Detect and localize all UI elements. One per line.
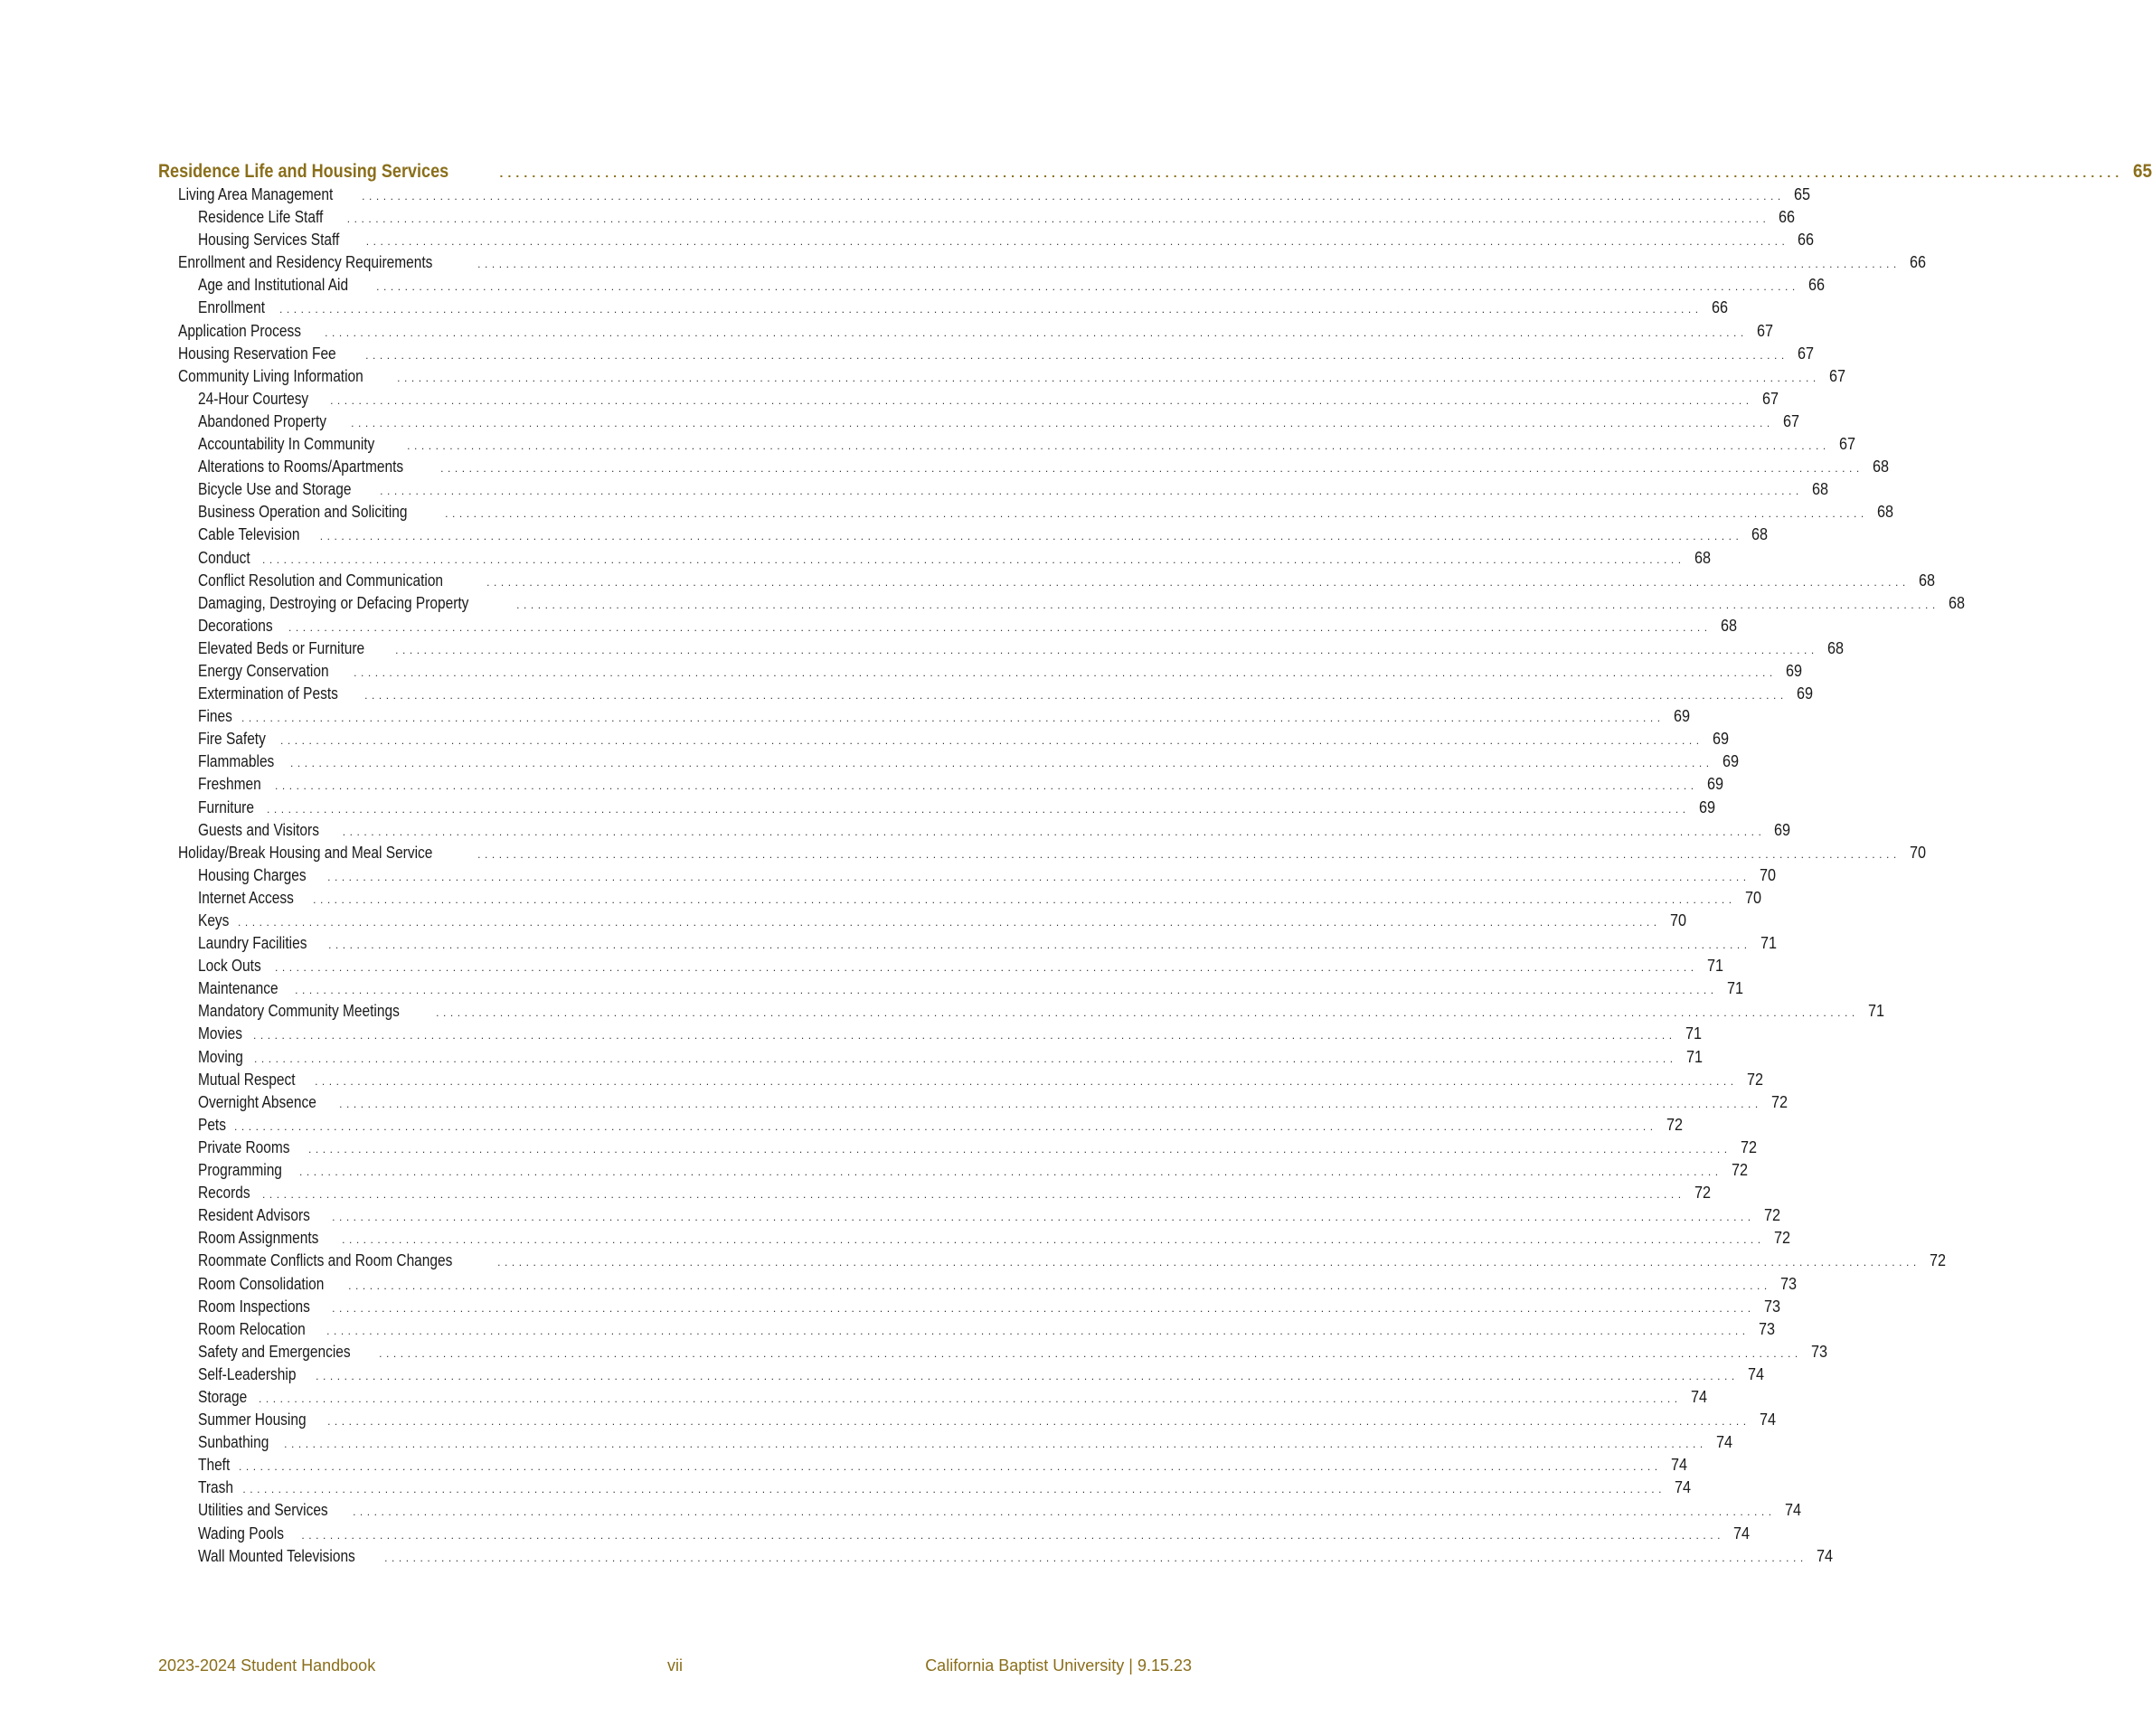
- toc-entry-title: Community Living Information: [178, 366, 363, 385]
- toc-entry-page-number: 68: [1751, 525, 1769, 544]
- toc-entry-title: Living Area Management: [178, 185, 334, 203]
- toc-entry-title: Utilities and Services: [198, 1501, 328, 1520]
- toc-entry-page-number: 73: [1779, 1274, 1797, 1293]
- toc-entry-page-number: 66: [1798, 231, 1815, 250]
- toc-entry-page-number: 69: [1785, 661, 1802, 680]
- toc-entry-title: Mutual Respect: [198, 1070, 296, 1089]
- toc-entry-title: Private Rooms: [198, 1137, 290, 1156]
- toc-entry-title: Summer Housing: [198, 1410, 307, 1429]
- dot-leader: . . . . . . . . . . . . . . . . . . . . . . . . . . . . . . . . . . . . . . . . . . . . . . . . . . . . . . . . . . . . . . . . . . . . . . . . . . . . . . . . . . . . . . . . . . . . . . . . . . . . . . . . . . . . . . . . . . . . . . . . . . . . . . . . . . . . . . . . . . . . . . . . . . . . . . . . . . . . . . . . . . . . . . . . . . . . . . . . . . . . . . . . . . . . . . . . . . . . . . . .: [280, 734, 1700, 748]
- dot-leader: . . . . . . . . . . . . . . . . . . . . . . . . . . . . . . . . . . . . . . . . . . . . . . . . . . . . . . . . . . . . . . . . . . . . . . . . . . . . . . . . . . . . . . . . . . . . . . . . . . . . . . . . . . . . . . . . . . . . . . . . . . . . . . . . . . . . . . . . . . . . . . . . . . . . . . . . . . . . . . . . . . . . . . . . . . . . . . . . . . . . . . . . . . . . . . . . . . . . . . . .: [259, 1392, 1678, 1405]
- toc-entry-title: Guests and Visitors: [198, 820, 319, 839]
- dot-leader: . . . . . . . . . . . . . . . . . . . . . . . . . . . . . . . . . . . . . . . . . . . . . . . . . . . . . . . . . . . . . . . . . . . . . . . . . . . . . . . . . . . . . . . . . . . . . . . . . . . . . . . . . . . . . . . . . . . . . . . . . . . . . . . . . . . . . . . . . . . . . . . . . . . . . . . . . . . . . . . . . . . . . . . . . . . . . . . . . . . . . . . . . . . . . . . . . . . . . . . .: [299, 1165, 1719, 1179]
- toc-entry-page-number: 68: [1826, 638, 1844, 657]
- toc-entry-title: Maintenance: [198, 979, 278, 998]
- toc-entry[interactable]: [158, 1069, 1763, 1091]
- dot-leader: . . . . . . . . . . . . . . . . . . . . . . . . . . . . . . . . . . . . . . . . . . . . . . . . . . . . . . . . . . . . . . . . . . . . . . . . . . . . . . . . . . . . . . . . . . . . . . . . . . . . . . . . . . . . . . . . . . . . . . . . . . . . . . . . . . . . . . . . . . . . . . . . . . . . . . . . . . . . . . . . . . . . . . . . . . . . . . . . . . . . . . . . . . . . . . . . . . . . . . . .: [267, 802, 1686, 816]
- toc-entry[interactable]: [158, 456, 1889, 478]
- toc-entry-title: Alterations to Rooms/Apartments: [198, 458, 404, 476]
- toc-entry[interactable]: [158, 1499, 1801, 1522]
- toc-entry-title: Housing Services Staff: [198, 231, 340, 250]
- toc-entry-title: Wall Mounted Televisions: [198, 1546, 355, 1565]
- toc-entry[interactable]: [158, 1091, 1788, 1114]
- dot-leader: . . . . . . . . . . . . . . . . . . . . . . . . . . . . . . . . . . . . . . . . . . . . . . . . . . . . . . . . . . . . . . . . . . . . . . . . . . . . . . . . . . . . . . . . . . . . . . . . . . . . . . . . . . . . . . . . . . . . . . . . . . . . . . . . . . . . . . . . . . . . . . . . . . . . . . . . . . . . . . . . . . . . . . . . . . . . . . . . . . . . . . . . . . . . . . . . . . . . . . . .: [241, 712, 1661, 725]
- dot-leader: . . . . . . . . . . . . . . . . . . . . . . . . . . . . . . . . . . . . . . . . . . . . . . . . . . . . . . . . . . . . . . . . . . . . . . . . . . . . . . . . . . . . . . . . . . . . . . . . . . . . . . . . . . . . . . . . . . . . . . . . . . . . . . . . . . . . . . . . . . . . . . . . . . . . . . . . . . . . . . . . . . . . . . . . . . . . . . . . . . . . . . . . . . . . . . . . . . . . . . . .: [499, 165, 2119, 180]
- toc-entry-title: Freshmen: [198, 775, 261, 794]
- toc-entry-page-number: 74: [1674, 1478, 1691, 1497]
- toc-entry-title: Enrollment and Residency Requirements: [178, 253, 433, 272]
- toc-entry[interactable]: [158, 750, 1739, 773]
- toc-entry[interactable]: [158, 1046, 1703, 1069]
- toc-entry-title: Abandoned Property: [198, 411, 327, 430]
- toc-entry-title: Theft: [198, 1456, 231, 1475]
- dot-leader: . . . . . . . . . . . . . . . . . . . . . . . . . . . . . . . . . . . . . . . . . . . . . . . . . . . . . . . . . . . . . . . . . . . . . . . . . . . . . . . . . . . . . . . . . . . . . . . . . . . . . . . . . . . . . . . . . . . . . . . . . . . . . . . . . . . . . . . . . . . . . . . . . . . . . . . . . . . . . . . . . . . . . . . . . . . . . . . . . . . . . . . . . . . . . . . . . . . . . . . .: [234, 1119, 1654, 1133]
- toc-entry-page-number: 67: [1782, 411, 1799, 430]
- toc-entry-page-number: 66: [1711, 298, 1728, 317]
- toc-entry-page-number: 72: [1770, 1092, 1788, 1111]
- toc-entry-title: Housing Reservation Fee: [178, 344, 336, 363]
- toc-entry-title: Pets: [198, 1115, 226, 1134]
- toc-entry-title: Application Process: [178, 321, 301, 340]
- toc-entry[interactable]: [158, 1454, 1687, 1477]
- dot-leader: . . . . . . . . . . . . . . . . . . . . . . . . . . . . . . . . . . . . . . . . . . . . . . . . . . . . . . . . . . . . . . . . . . . . . . . . . . . . . . . . . . . . . . . . . . . . . . . . . . . . . . . . . . . . . . . . . . . . . . . . . . . . . . . . . . . . . . . . . . . . . . . . . . . . . . . . . . . . . . . . . . . . . . . . . . . . . . . . . . . . . . . . . . . . . . . . . . . . . . . .: [376, 280, 1796, 294]
- dot-leader: . . . . . . . . . . . . . . . . . . . . . . . . . . . . . . . . . . . . . . . . . . . . . . . . . . . . . . . . . . . . . . . . . . . . . . . . . . . . . . . . . . . . . . . . . . . . . . . . . . . . . . . . . . . . . . . . . . . . . . . . . . . . . . . . . . . . . . . . . . . . . . . . . . . . . . . . . . . . . . . . . . . . . . . . . . . . . . . . . . . . . . . . . . . . . . . . . . . . . . . .: [397, 371, 1817, 384]
- toc-entry[interactable]: [158, 592, 1965, 615]
- toc-entry[interactable]: [158, 773, 1723, 796]
- dot-leader: . . . . . . . . . . . . . . . . . . . . . . . . . . . . . . . . . . . . . . . . . . . . . . . . . . . . . . . . . . . . . . . . . . . . . . . . . . . . . . . . . . . . . . . . . . . . . . . . . . . . . . . . . . . . . . . . . . . . . . . . . . . . . . . . . . . . . . . . . . . . . . . . . . . . . . . . . . . . . . . . . . . . . . . . . . . . . . . . . . . . . . . . . . . . . . . . . . . . . . . .: [254, 1052, 1674, 1065]
- toc-entry-page-number: 71: [1867, 1002, 1884, 1021]
- dot-leader: . . . . . . . . . . . . . . . . . . . . . . . . . . . . . . . . . . . . . . . . . . . . . . . . . . . . . . . . . . . . . . . . . . . . . . . . . . . . . . . . . . . . . . . . . . . . . . . . . . . . . . . . . . . . . . . . . . . . . . . . . . . . . . . . . . . . . . . . . . . . . . . . . . . . . . . . . . . . . . . . . . . . . . . . . . . . . . . . . . . . . . . . . . . . . . . . . . . . . . . .: [380, 485, 1799, 498]
- toc-entry-title: Movies: [198, 1024, 243, 1043]
- dot-leader: . . . . . . . . . . . . . . . . . . . . . . . . . . . . . . . . . . . . . . . . . . . . . . . . . . . . . . . . . . . . . . . . . . . . . . . . . . . . . . . . . . . . . . . . . . . . . . . . . . . . . . . . . . . . . . . . . . . . . . . . . . . . . . . . . . . . . . . . . . . . . . . . . . . . . . . . . . . . . . . . . . . . . . . . . . . . . . . . . . . . . . . . . . . . . . . . . . . . . . . .: [325, 326, 1744, 339]
- toc-entry-title: Business Operation and Soliciting: [198, 503, 408, 522]
- toc-entry-title: Conflict Resolution and Communication: [198, 571, 444, 590]
- dot-leader: . . . . . . . . . . . . . . . . . . . . . . . . . . . . . . . . . . . . . . . . . . . . . . . . . . . . . . . . . . . . . . . . . . . . . . . . . . . . . . . . . . . . . . . . . . . . . . . . . . . . . . . . . . . . . . . . . . . . . . . . . . . . . . . . . . . . . . . . . . . . . . . . . . . . . . . . . . . . . . . . . . . . . . . . . . . . . . . . . . . . . . . . . . . . . . . . . . . . . . . .: [384, 1551, 1804, 1564]
- toc-entry-title: Room Assignments: [198, 1229, 319, 1248]
- dot-leader: . . . . . . . . . . . . . . . . . . . . . . . . . . . . . . . . . . . . . . . . . . . . . . . . . . . . . . . . . . . . . . . . . . . . . . . . . . . . . . . . . . . . . . . . . . . . . . . . . . . . . . . . . . . . . . . . . . . . . . . . . . . . . . . . . . . . . . . . . . . . . . . . . . . . . . . . . . . . . . . . . . . . . . . . . . . . . . . . . . . . . . . . . . . . . . . . . . . . . . . .: [354, 665, 1773, 679]
- toc-entry-page-number: 65: [2132, 161, 2152, 182]
- toc-entry-title: Energy Conservation: [198, 661, 329, 680]
- dot-leader: . . . . . . . . . . . . . . . . . . . . . . . . . . . . . . . . . . . . . . . . . . . . . . . . . . . . . . . . . . . . . . . . . . . . . . . . . . . . . . . . . . . . . . . . . . . . . . . . . . . . . . . . . . . . . . . . . . . . . . . . . . . . . . . . . . . . . . . . . . . . . . . . . . . . . . . . . . . . . . . . . . . . . . . . . . . . . . . . . . . . . . . . . . . . . . . . . . . . . . . .: [348, 1278, 1768, 1292]
- toc-entry-title: Trash: [198, 1478, 233, 1497]
- toc-entry-title: Safety and Emergencies: [198, 1342, 351, 1361]
- toc-entry-page-number: 74: [1715, 1433, 1732, 1452]
- dot-leader: . . . . . . . . . . . . . . . . . . . . . . . . . . . . . . . . . . . . . . . . . . . . . . . . . . . . . . . . . . . . . . . . . . . . . . . . . . . . . . . . . . . . . . . . . . . . . . . . . . . . . . . . . . . . . . . . . . . . . . . . . . . . . . . . . . . . . . . . . . . . . . . . . . . . . . . . . . . . . . . . . . . . . . . . . . . . . . . . . . . . . . . . . . . . . . . . . . . . . . . .: [327, 870, 1747, 883]
- dot-leader: . . . . . . . . . . . . . . . . . . . . . . . . . . . . . . . . . . . . . . . . . . . . . . . . . . . . . . . . . . . . . . . . . . . . . . . . . . . . . . . . . . . . . . . . . . . . . . . . . . . . . . . . . . . . . . . . . . . . . . . . . . . . . . . . . . . . . . . . . . . . . . . . . . . . . . . . . . . . . . . . . . . . . . . . . . . . . . . . . . . . . . . . . . . . . . . . . . . . . . . .: [353, 1505, 1772, 1519]
- toc-entry-title: Holiday/Break Housing and Meal Service: [178, 843, 433, 862]
- toc-entry[interactable]: [158, 433, 1855, 456]
- toc-entry[interactable]: [158, 1296, 1780, 1318]
- toc-entry[interactable]: [158, 1363, 1764, 1386]
- dot-leader: . . . . . . . . . . . . . . . . . . . . . . . . . . . . . . . . . . . . . . . . . . . . . . . . . . . . . . . . . . . . . . . . . . . . . . . . . . . . . . . . . . . . . . . . . . . . . . . . . . . . . . . . . . . . . . . . . . . . . . . . . . . . . . . . . . . . . . . . . . . . . . . . . . . . . . . . . . . . . . . . . . . . . . . . . . . . . . . . . . . . . . . . . . . . . . . . . . . . . . . .: [332, 1211, 1751, 1224]
- toc-entry-page-number: 70: [1669, 911, 1686, 929]
- toc-entry-page-number: 72: [1763, 1206, 1780, 1225]
- dot-leader: . . . . . . . . . . . . . . . . . . . . . . . . . . . . . . . . . . . . . . . . . . . . . . . . . . . . . . . . . . . . . . . . . . . . . . . . . . . . . . . . . . . . . . . . . . . . . . . . . . . . . . . . . . . . . . . . . . . . . . . . . . . . . . . . . . . . . . . . . . . . . . . . . . . . . . . . . . . . . . . . . . . . . . . . . . . . . . . . . . . . . . . . . . . . . . . . . . . . . . . .: [395, 643, 1815, 656]
- toc-entry-page-number: 71: [1685, 1047, 1703, 1066]
- toc-entry[interactable]: [158, 1431, 1732, 1454]
- toc-entry[interactable]: [158, 1114, 1683, 1137]
- footer-university-date: California Baptist University | 9.15.23: [925, 1656, 1192, 1675]
- dot-leader: . . . . . . . . . . . . . . . . . . . . . . . . . . . . . . . . . . . . . . . . . . . . . . . . . . . . . . . . . . . . . . . . . . . . . . . . . . . . . . . . . . . . . . . . . . . . . . . . . . . . . . . . . . . . . . . . . . . . . . . . . . . . . . . . . . . . . . . . . . . . . . . . . . . . . . . . . . . . . . . . . . . . . . . . . . . . . . . . . . . . . . . . . . . . . . . . . . . . . . . .: [301, 1528, 1722, 1542]
- dot-leader: . . . . . . . . . . . . . . . . . . . . . . . . . . . . . . . . . . . . . . . . . . . . . . . . . . . . . . . . . . . . . . . . . . . . . . . . . . . . . . . . . . . . . . . . . . . . . . . . . . . . . . . . . . . . . . . . . . . . . . . . . . . . . . . . . . . . . . . . . . . . . . . . . . . . . . . . . . . . . . . . . . . . . . . . . . . . . . . . . . . . . . . . . . . . . . . . . . . . . . . .: [497, 1256, 1917, 1269]
- dot-leader: . . . . . . . . . . . . . . . . . . . . . . . . . . . . . . . . . . . . . . . . . . . . . . . . . . . . . . . . . . . . . . . . . . . . . . . . . . . . . . . . . . . . . . . . . . . . . . . . . . . . . . . . . . . . . . . . . . . . . . . . . . . . . . . . . . . . . . . . . . . . . . . . . . . . . . . . . . . . . . . . . . . . . . . . . . . . . . . . . . . . . . . . . . . . . . . . . . . . . . . .: [516, 598, 1936, 611]
- toc-entry[interactable]: [158, 1227, 1790, 1250]
- dot-leader: . . . . . . . . . . . . . . . . . . . . . . . . . . . . . . . . . . . . . . . . . . . . . . . . . . . . . . . . . . . . . . . . . . . . . . . . . . . . . . . . . . . . . . . . . . . . . . . . . . . . . . . . . . . . . . . . . . . . . . . . . . . . . . . . . . . . . . . . . . . . . . . . . . . . . . . . . . . . . . . . . . . . . . . . . . . . . . . . . . . . . . . . . . . . . . . . . . . . . . . .: [332, 1301, 1751, 1315]
- toc-entry-page-number: 67: [1761, 389, 1779, 408]
- toc-entry[interactable]: [158, 547, 1711, 570]
- toc-entry-title: Mandatory Community Meetings: [198, 1002, 400, 1021]
- toc-entry-page-number: 67: [1838, 435, 1855, 454]
- footer-handbook-title: 2023-2024 Student Handbook: [158, 1656, 376, 1675]
- toc-entry-title: Records: [198, 1184, 250, 1203]
- dot-leader: . . . . . . . . . . . . . . . . . . . . . . . . . . . . . . . . . . . . . . . . . . . . . . . . . . . . . . . . . . . . . . . . . . . . . . . . . . . . . . . . . . . . . . . . . . . . . . . . . . . . . . . . . . . . . . . . . . . . . . . . . . . . . . . . . . . . . . . . . . . . . . . . . . . . . . . . . . . . . . . . . . . . . . . . . . . . . . . . . . . . . . . . . . . . . . . . . . . . . . . .: [308, 1142, 1728, 1156]
- toc-entry-page-number: 73: [1758, 1319, 1775, 1338]
- toc-entry-page-number: 69: [1796, 684, 1813, 703]
- toc-entry-page-number: 70: [1744, 888, 1761, 907]
- toc-entry[interactable]: [158, 1204, 1780, 1227]
- toc-entry-page-number: 72: [1773, 1229, 1790, 1248]
- toc-entry-title: Storage: [198, 1387, 248, 1406]
- dot-leader: . . . . . . . . . . . . . . . . . . . . . . . . . . . . . . . . . . . . . . . . . . . . . . . . . . . . . . . . . . . . . . . . . . . . . . . . . . . . . . . . . . . . . . . . . . . . . . . . . . . . . . . . . . . . . . . . . . . . . . . . . . . . . . . . . . . . . . . . . . . . . . . . . . . . . . . . . . . . . . . . . . . . . . . . . . . . . . . . . . . . . . . . . . . . . . . . . . . . . . . .: [238, 916, 1657, 929]
- toc-entry-title: Residence Life and Housing Services: [158, 161, 449, 182]
- dot-leader: . . . . . . . . . . . . . . . . . . . . . . . . . . . . . . . . . . . . . . . . . . . . . . . . . . . . . . . . . . . . . . . . . . . . . . . . . . . . . . . . . . . . . . . . . . . . . . . . . . . . . . . . . . . . . . . . . . . . . . . . . . . . . . . . . . . . . . . . . . . . . . . . . . . . . . . . . . . . . . . . . . . . . . . . . . . . . . . . . . . . . . . . . . . . . . . . . . . . . . . .: [328, 939, 1748, 952]
- toc-entry-page-number: 71: [1760, 934, 1777, 953]
- toc-entry[interactable]: [158, 1273, 1797, 1296]
- toc-entry-page-number: 71: [1706, 957, 1723, 976]
- toc-entry-title: Roommate Conflicts and Room Changes: [198, 1251, 453, 1270]
- dot-leader: . . . . . . . . . . . . . . . . . . . . . . . . . . . . . . . . . . . . . . . . . . . . . . . . . . . . . . . . . . . . . . . . . . . . . . . . . . . . . . . . . . . . . . . . . . . . . . . . . . . . . . . . . . . . . . . . . . . . . . . . . . . . . . . . . . . . . . . . . . . . . . . . . . . . . . . . . . . . . . . . . . . . . . . . . . . . . . . . . . . . . . . . . . . . . . . . . . . . . . . .: [316, 1369, 1735, 1382]
- toc-entry[interactable]: [158, 343, 1814, 365]
- dot-leader: . . . . . . . . . . . . . . . . . . . . . . . . . . . . . . . . . . . . . . . . . . . . . . . . . . . . . . . . . . . . . . . . . . . . . . . . . . . . . . . . . . . . . . . . . . . . . . . . . . . . . . . . . . . . . . . . . . . . . . . . . . . . . . . . . . . . . . . . . . . . . . . . . . . . . . . . . . . . . . . . . . . . . . . . . . . . . . . . . . . . . . . . . . . . . . . . . . . . . . . .: [239, 1460, 1658, 1474]
- toc-entry-page-number: 66: [1909, 253, 1926, 272]
- dot-leader: . . . . . . . . . . . . . . . . . . . . . . . . . . . . . . . . . . . . . . . . . . . . . . . . . . . . . . . . . . . . . . . . . . . . . . . . . . . . . . . . . . . . . . . . . . . . . . . . . . . . . . . . . . . . . . . . . . . . . . . . . . . . . . . . . . . . . . . . . . . . . . . . . . . . . . . . . . . . . . . . . . . . . . . . . . . . . . . . . . . . . . . . . . . . . . . . . . . . . . . .: [365, 348, 1785, 362]
- toc-entry-page-number: 72: [1666, 1115, 1683, 1134]
- toc-entry-title: Decorations: [198, 616, 273, 635]
- dot-leader: . . . . . . . . . . . . . . . . . . . . . . . . . . . . . . . . . . . . . . . . . . . . . . . . . . . . . . . . . . . . . . . . . . . . . . . . . . . . . . . . . . . . . . . . . . . . . . . . . . . . . . . . . . . . . . . . . . . . . . . . . . . . . . . . . . . . . . . . . . . . . . . . . . . . . . . . . . . . . . . . . . . . . . . . . . . . . . . . . . . . . . . . . . . . . . . . . . . . . . . .: [365, 235, 1786, 249]
- dot-leader: . . . . . . . . . . . . . . . . . . . . . . . . . . . . . . . . . . . . . . . . . . . . . . . . . . . . . . . . . . . . . . . . . . . . . . . . . . . . . . . . . . . . . . . . . . . . . . . . . . . . . . . . . . . . . . . . . . . . . . . . . . . . . . . . . . . . . . . . . . . . . . . . . . . . . . . . . . . . . . . . . . . . . . . . . . . . . . . . . . . . . . . . . . . . . . . . . . . . . . . .: [242, 1483, 1662, 1496]
- toc-entry[interactable]: [158, 570, 1935, 592]
- toc-entry-page-number: 74: [1784, 1501, 1801, 1520]
- toc-entry[interactable]: [158, 1250, 1946, 1272]
- toc-entry[interactable]: [158, 683, 1813, 705]
- toc-entry[interactable]: [158, 501, 1893, 524]
- toc-entry-page-number: 71: [1726, 979, 1743, 998]
- toc-entry-title: Enrollment: [198, 298, 266, 317]
- toc-entry-title: Room Consolidation: [198, 1274, 325, 1293]
- dot-leader: . . . . . . . . . . . . . . . . . . . . . . . . . . . . . . . . . . . . . . . . . . . . . . . . . . . . . . . . . . . . . . . . . . . . . . . . . . . . . . . . . . . . . . . . . . . . . . . . . . . . . . . . . . . . . . . . . . . . . . . . . . . . . . . . . . . . . . . . . . . . . . . . . . . . . . . . . . . . . . . . . . . . . . . . . . . . . . . . . . . . . . . . . . . . . . . . . . . . . . . .: [440, 462, 1860, 476]
- toc-entry[interactable]: [158, 842, 1926, 864]
- toc-entry[interactable]: [158, 320, 1773, 343]
- toc-entry-page-number: 65: [1793, 185, 1810, 203]
- toc-entry[interactable]: [158, 955, 1723, 977]
- dot-leader: . . . . . . . . . . . . . . . . . . . . . . . . . . . . . . . . . . . . . . . . . . . . . . . . . . . . . . . . . . . . . . . . . . . . . . . . . . . . . . . . . . . . . . . . . . . . . . . . . . . . . . . . . . . . . . . . . . . . . . . . . . . . . . . . . . . . . . . . . . . . . . . . . . . . . . . . . . . . . . . . . . . . . . . . . . . . . . . . . . . . . . . . . . . . . . . . . . . . . . . .: [253, 1029, 1673, 1043]
- toc-entry-title: Overnight Absence: [198, 1092, 316, 1111]
- toc-entry-title: 24-Hour Courtesy: [198, 389, 309, 408]
- toc-entry-title: Age and Institutional Aid: [198, 276, 349, 295]
- dot-leader: . . . . . . . . . . . . . . . . . . . . . . . . . . . . . . . . . . . . . . . . . . . . . . . . . . . . . . . . . . . . . . . . . . . . . . . . . . . . . . . . . . . . . . . . . . . . . . . . . . . . . . . . . . . . . . . . . . . . . . . . . . . . . . . . . . . . . . . . . . . . . . . . . . . . . . . . . . . . . . . . . . . . . . . . . . . . . . . . . . . . . . . . . . . . . . . . . . . . . . . .: [284, 1438, 1704, 1451]
- toc-entry-page-number: 69: [1698, 797, 1715, 816]
- toc-entry-page-number: 70: [1759, 865, 1776, 884]
- toc-entry-title: Wading Pools: [198, 1524, 284, 1543]
- dot-leader: . . . . . . . . . . . . . . . . . . . . . . . . . . . . . . . . . . . . . . . . . . . . . . . . . . . . . . . . . . . . . . . . . . . . . . . . . . . . . . . . . . . . . . . . . . . . . . . . . . . . . . . . . . . . . . . . . . . . . . . . . . . . . . . . . . . . . . . . . . . . . . . . . . . . . . . . . . . . . . . . . . . . . . . . . . . . . . . . . . . . . . . . . . . . . . . . . . . . . . . .: [275, 779, 1694, 793]
- toc-entry-title: Keys: [198, 911, 230, 929]
- dot-leader: . . . . . . . . . . . . . . . . . . . . . . . . . . . . . . . . . . . . . . . . . . . . . . . . . . . . . . . . . . . . . . . . . . . . . . . . . . . . . . . . . . . . . . . . . . . . . . . . . . . . . . . . . . . . . . . . . . . . . . . . . . . . . . . . . . . . . . . . . . . . . . . . . . . . . . . . . . . . . . . . . . . . . . . . . . . . . . . . . . . . . . . . . . . . . . . . . . . . . . . .: [279, 303, 1699, 316]
- dot-leader: . . . . . . . . . . . . . . . . . . . . . . . . . . . . . . . . . . . . . . . . . . . . . . . . . . . . . . . . . . . . . . . . . . . . . . . . . . . . . . . . . . . . . . . . . . . . . . . . . . . . . . . . . . . . . . . . . . . . . . . . . . . . . . . . . . . . . . . . . . . . . . . . . . . . . . . . . . . . . . . . . . . . . . . . . . . . . . . . . . . . . . . . . . . . . . . . . . . . . . . .: [327, 1415, 1747, 1429]
- toc-entry[interactable]: [158, 1545, 1833, 1568]
- toc-entry[interactable]: [158, 478, 1828, 501]
- dot-leader: . . . . . . . . . . . . . . . . . . . . . . . . . . . . . . . . . . . . . . . . . . . . . . . . . . . . . . . . . . . . . . . . . . . . . . . . . . . . . . . . . . . . . . . . . . . . . . . . . . . . . . . . . . . . . . . . . . . . . . . . . . . . . . . . . . . . . . . . . . . . . . . . . . . . . . . . . . . . . . . . . . . . . . . . . . . . . . . . . . . . . . . . . . . . . . . . . . . . . . . .: [364, 689, 1784, 703]
- toc-entry[interactable]: [158, 1318, 1775, 1341]
- dot-leader: . . . . . . . . . . . . . . . . . . . . . . . . . . . . . . . . . . . . . . . . . . . . . . . . . . . . . . . . . . . . . . . . . . . . . . . . . . . . . . . . . . . . . . . . . . . . . . . . . . . . . . . . . . . . . . . . . . . . . . . . . . . . . . . . . . . . . . . . . . . . . . . . . . . . . . . . . . . . . . . . . . . . . . . . . . . . . . . . . . . . . . . . . . . . . . . . . . . . . . . .: [288, 620, 1708, 634]
- dot-leader: . . . . . . . . . . . . . . . . . . . . . . . . . . . . . . . . . . . . . . . . . . . . . . . . . . . . . . . . . . . . . . . . . . . . . . . . . . . . . . . . . . . . . . . . . . . . . . . . . . . . . . . . . . . . . . . . . . . . . . . . . . . . . . . . . . . . . . . . . . . . . . . . . . . . . . . . . . . . . . . . . . . . . . . . . . . . . . . . . . . . . . . . . . . . . . . . . . . . . . . .: [445, 507, 1864, 521]
- toc-entry[interactable]: [158, 797, 1715, 819]
- toc-entry-title: Internet Access: [198, 888, 294, 907]
- toc-entry[interactable]: [158, 1523, 1751, 1545]
- toc-entry-page-number: 69: [1706, 775, 1723, 794]
- toc-entry-page-number: 71: [1685, 1024, 1702, 1043]
- toc-entry[interactable]: [158, 365, 1845, 388]
- toc-entry-title: Flammables: [198, 752, 275, 771]
- toc-entry-title: Moving: [198, 1047, 243, 1066]
- toc-entry[interactable]: [158, 615, 1737, 637]
- toc-entry-page-number: 66: [1807, 276, 1825, 295]
- toc-entry-title: Accountability In Community: [198, 435, 375, 454]
- toc-entry-title: Bicycle Use and Storage: [198, 480, 352, 499]
- dot-leader: . . . . . . . . . . . . . . . . . . . . . . . . . . . . . . . . . . . . . . . . . . . . . . . . . . . . . . . . . . . . . . . . . . . . . . . . . . . . . . . . . . . . . . . . . . . . . . . . . . . . . . . . . . . . . . . . . . . . . . . . . . . . . . . . . . . . . . . . . . . . . . . . . . . . . . . . . . . . . . . . . . . . . . . . . . . . . . . . . . . . . . . . . . . . . . . . . . . . . . . .: [486, 575, 1906, 589]
- toc-entry-title: Programming: [198, 1161, 282, 1180]
- toc-entry[interactable]: [158, 1477, 1691, 1499]
- toc-entry-page-number: 74: [1747, 1364, 1764, 1383]
- dot-leader: . . . . . . . . . . . . . . . . . . . . . . . . . . . . . . . . . . . . . . . . . . . . . . . . . . . . . . . . . . . . . . . . . . . . . . . . . . . . . . . . . . . . . . . . . . . . . . . . . . . . . . . . . . . . . . . . . . . . . . . . . . . . . . . . . . . . . . . . . . . . . . . . . . . . . . . . . . . . . . . . . . . . . . . . . . . . . . . . . . . . . . . . . . . . . . . . . . . . . . . .: [313, 892, 1732, 906]
- toc-entry-title: Resident Advisors: [198, 1206, 310, 1225]
- toc-entry-page-number: 72: [1740, 1137, 1757, 1156]
- toc-entry[interactable]: [158, 524, 1769, 546]
- toc-entry-title: Room Inspections: [198, 1297, 310, 1316]
- toc-entry[interactable]: [158, 297, 1728, 319]
- toc-entry-page-number: 70: [1909, 843, 1926, 862]
- toc-entry-page-number: 73: [1763, 1297, 1780, 1316]
- table-of-contents: [158, 159, 2152, 1568]
- toc-entry[interactable]: [158, 705, 1690, 728]
- toc-entry-page-number: 68: [1872, 458, 1889, 476]
- dot-leader: . . . . . . . . . . . . . . . . . . . . . . . . . . . . . . . . . . . . . . . . . . . . . . . . . . . . . . . . . . . . . . . . . . . . . . . . . . . . . . . . . . . . . . . . . . . . . . . . . . . . . . . . . . . . . . . . . . . . . . . . . . . . . . . . . . . . . . . . . . . . . . . . . . . . . . . . . . . . . . . . . . . . . . . . . . . . . . . . . . . . . . . . . . . . . . . . . . . . . . . .: [342, 1233, 1761, 1247]
- toc-entry[interactable]: [158, 388, 1779, 410]
- dot-leader: . . . . . . . . . . . . . . . . . . . . . . . . . . . . . . . . . . . . . . . . . . . . . . . . . . . . . . . . . . . . . . . . . . . . . . . . . . . . . . . . . . . . . . . . . . . . . . . . . . . . . . . . . . . . . . . . . . . . . . . . . . . . . . . . . . . . . . . . . . . . . . . . . . . . . . . . . . . . . . . . . . . . . . . . . . . . . . . . . . . . . . . . . . . . . . . . . . . . . . . .: [436, 1006, 1855, 1020]
- toc-entry-title: Elevated Beds or Furniture: [198, 638, 365, 657]
- dot-leader: . . . . . . . . . . . . . . . . . . . . . . . . . . . . . . . . . . . . . . . . . . . . . . . . . . . . . . . . . . . . . . . . . . . . . . . . . . . . . . . . . . . . . . . . . . . . . . . . . . . . . . . . . . . . . . . . . . . . . . . . . . . . . . . . . . . . . . . . . . . . . . . . . . . . . . . . . . . . . . . . . . . . . . . . . . . . . . . . . . . . . . . . . . . . . . . . . . . . . . . .: [339, 1097, 1759, 1110]
- dot-leader: . . . . . . . . . . . . . . . . . . . . . . . . . . . . . . . . . . . . . . . . . . . . . . . . . . . . . . . . . . . . . . . . . . . . . . . . . . . . . . . . . . . . . . . . . . . . . . . . . . . . . . . . . . . . . . . . . . . . . . . . . . . . . . . . . . . . . . . . . . . . . . . . . . . . . . . . . . . . . . . . . . . . . . . . . . . . . . . . . . . . . . . . . . . . . . . . . . . . . . . .: [351, 416, 1770, 429]
- toc-entry-title: Conduct: [198, 548, 250, 567]
- toc-entry[interactable]: [158, 728, 1729, 750]
- toc-entry-page-number: 68: [1720, 616, 1737, 635]
- toc-entry[interactable]: [158, 977, 1743, 1000]
- toc-entry-page-number: 74: [1759, 1410, 1776, 1429]
- toc-entry-title: Cable Television: [198, 525, 300, 544]
- toc-entry[interactable]: [158, 1023, 1702, 1045]
- toc-entry-page-number: 74: [1733, 1524, 1751, 1543]
- toc-entry[interactable]: [158, 1386, 1707, 1409]
- toc-entry[interactable]: [158, 660, 1802, 683]
- toc-entry-title: Fines: [198, 707, 232, 726]
- dot-leader: . . . . . . . . . . . . . . . . . . . . . . . . . . . . . . . . . . . . . . . . . . . . . . . . . . . . . . . . . . . . . . . . . . . . . . . . . . . . . . . . . . . . . . . . . . . . . . . . . . . . . . . . . . . . . . . . . . . . . . . . . . . . . . . . . . . . . . . . . . . . . . . . . . . . . . . . . . . . . . . . . . . . . . . . . . . . . . . . . . . . . . . . . . . . . . . . . . . . . . . .: [362, 190, 1781, 203]
- toc-entry-title: Self-Leadership: [198, 1364, 297, 1383]
- dot-leader: . . . . . . . . . . . . . . . . . . . . . . . . . . . . . . . . . . . . . . . . . . . . . . . . . . . . . . . . . . . . . . . . . . . . . . . . . . . . . . . . . . . . . . . . . . . . . . . . . . . . . . . . . . . . . . . . . . . . . . . . . . . . . . . . . . . . . . . . . . . . . . . . . . . . . . . . . . . . . . . . . . . . . . . . . . . . . . . . . . . . . . . . . . . . . . . . . . . . . . . .: [326, 1324, 1746, 1337]
- toc-entry[interactable]: [158, 206, 1796, 229]
- dot-leader: . . . . . . . . . . . . . . . . . . . . . . . . . . . . . . . . . . . . . . . . . . . . . . . . . . . . . . . . . . . . . . . . . . . . . . . . . . . . . . . . . . . . . . . . . . . . . . . . . . . . . . . . . . . . . . . . . . . . . . . . . . . . . . . . . . . . . . . . . . . . . . . . . . . . . . . . . . . . . . . . . . . . . . . . . . . . . . . . . . . . . . . . . . . . . . . . . . . . . . . .: [477, 847, 1897, 861]
- toc-entry-page-number: 72: [1929, 1251, 1946, 1270]
- toc-entry-page-number: 72: [1746, 1070, 1763, 1089]
- toc-entry-page-number: 73: [1810, 1342, 1827, 1361]
- toc-entry[interactable]: [158, 1000, 1884, 1023]
- dot-leader: . . . . . . . . . . . . . . . . . . . . . . . . . . . . . . . . . . . . . . . . . . . . . . . . . . . . . . . . . . . . . . . . . . . . . . . . . . . . . . . . . . . . . . . . . . . . . . . . . . . . . . . . . . . . . . . . . . . . . . . . . . . . . . . . . . . . . . . . . . . . . . . . . . . . . . . . . . . . . . . . . . . . . . . . . . . . . . . . . . . . . . . . . . . . . . . . . . . . . . . .: [330, 393, 1750, 407]
- toc-entry-title: Extermination of Pests: [198, 684, 338, 703]
- toc-entry-title: Housing Charges: [198, 865, 307, 884]
- toc-entry[interactable]: [158, 1159, 1748, 1182]
- toc-entry[interactable]: [158, 1341, 1827, 1363]
- toc-entry[interactable]: [158, 410, 1799, 433]
- toc-entry-title: Residence Life Staff: [198, 208, 324, 227]
- toc-entry[interactable]: [158, 229, 1815, 251]
- dot-leader: . . . . . . . . . . . . . . . . . . . . . . . . . . . . . . . . . . . . . . . . . . . . . . . . . . . . . . . . . . . . . . . . . . . . . . . . . . . . . . . . . . . . . . . . . . . . . . . . . . . . . . . . . . . . . . . . . . . . . . . . . . . . . . . . . . . . . . . . . . . . . . . . . . . . . . . . . . . . . . . . . . . . . . . . . . . . . . . . . . . . . . . . . . . . . . . . . . . . . . . .: [477, 258, 1897, 271]
- dot-leader: . . . . . . . . . . . . . . . . . . . . . . . . . . . . . . . . . . . . . . . . . . . . . . . . . . . . . . . . . . . . . . . . . . . . . . . . . . . . . . . . . . . . . . . . . . . . . . . . . . . . . . . . . . . . . . . . . . . . . . . . . . . . . . . . . . . . . . . . . . . . . . . . . . . . . . . . . . . . . . . . . . . . . . . . . . . . . . . . . . . . . . . . . . . . . . . . . . . . . . . .: [262, 1188, 1682, 1202]
- toc-entry-title: Damaging, Destroying or Defacing Property: [198, 593, 469, 612]
- toc-entry[interactable]: [158, 819, 1791, 842]
- toc-entry[interactable]: [158, 251, 1926, 274]
- page-footer: [158, 1656, 1192, 1678]
- footer-page-number: vii: [667, 1656, 683, 1675]
- dot-leader: . . . . . . . . . . . . . . . . . . . . . . . . . . . . . . . . . . . . . . . . . . . . . . . . . . . . . . . . . . . . . . . . . . . . . . . . . . . . . . . . . . . . . . . . . . . . . . . . . . . . . . . . . . . . . . . . . . . . . . . . . . . . . . . . . . . . . . . . . . . . . . . . . . . . . . . . . . . . . . . . . . . . . . . . . . . . . . . . . . . . . . . . . . . . . . . . . . . . . . . .: [290, 757, 1710, 770]
- toc-entry-page-number: 72: [1731, 1161, 1748, 1180]
- toc-entry-page-number: 67: [1797, 344, 1814, 363]
- toc-entry[interactable]: [158, 887, 1761, 910]
- toc-entry-page-number: 67: [1756, 321, 1773, 340]
- dot-leader: . . . . . . . . . . . . . . . . . . . . . . . . . . . . . . . . . . . . . . . . . . . . . . . . . . . . . . . . . . . . . . . . . . . . . . . . . . . . . . . . . . . . . . . . . . . . . . . . . . . . . . . . . . . . . . . . . . . . . . . . . . . . . . . . . . . . . . . . . . . . . . . . . . . . . . . . . . . . . . . . . . . . . . . . . . . . . . . . . . . . . . . . . . . . . . . . . . . . . . . .: [342, 825, 1762, 838]
- toc-entry[interactable]: [158, 910, 1686, 932]
- toc-entry-page-number: 69: [1673, 707, 1690, 726]
- toc-entry[interactable]: [158, 1182, 1711, 1204]
- dot-leader: . . . . . . . . . . . . . . . . . . . . . . . . . . . . . . . . . . . . . . . . . . . . . . . . . . . . . . . . . . . . . . . . . . . . . . . . . . . . . . . . . . . . . . . . . . . . . . . . . . . . . . . . . . . . . . . . . . . . . . . . . . . . . . . . . . . . . . . . . . . . . . . . . . . . . . . . . . . . . . . . . . . . . . . . . . . . . . . . . . . . . . . . . . . . . . . . . . . . . . . .: [295, 984, 1714, 997]
- toc-entry-page-number: 74: [1816, 1546, 1833, 1565]
- dot-leader: . . . . . . . . . . . . . . . . . . . . . . . . . . . . . . . . . . . . . . . . . . . . . . . . . . . . . . . . . . . . . . . . . . . . . . . . . . . . . . . . . . . . . . . . . . . . . . . . . . . . . . . . . . . . . . . . . . . . . . . . . . . . . . . . . . . . . . . . . . . . . . . . . . . . . . . . . . . . . . . . . . . . . . . . . . . . . . . . . . . . . . . . . . . . . . . . . . . . . . . .: [407, 439, 1826, 453]
- toc-entry-page-number: 68: [1694, 548, 1711, 567]
- dot-leader: . . . . . . . . . . . . . . . . . . . . . . . . . . . . . . . . . . . . . . . . . . . . . . . . . . . . . . . . . . . . . . . . . . . . . . . . . . . . . . . . . . . . . . . . . . . . . . . . . . . . . . . . . . . . . . . . . . . . . . . . . . . . . . . . . . . . . . . . . . . . . . . . . . . . . . . . . . . . . . . . . . . . . . . . . . . . . . . . . . . . . . . . . . . . . . . . . . . . . . . .: [379, 1346, 1798, 1360]
- dot-leader: . . . . . . . . . . . . . . . . . . . . . . . . . . . . . . . . . . . . . . . . . . . . . . . . . . . . . . . . . . . . . . . . . . . . . . . . . . . . . . . . . . . . . . . . . . . . . . . . . . . . . . . . . . . . . . . . . . . . . . . . . . . . . . . . . . . . . . . . . . . . . . . . . . . . . . . . . . . . . . . . . . . . . . . . . . . . . . . . . . . . . . . . . . . . . . . . . . . . . . . .: [319, 530, 1740, 543]
- toc-entry-title: Sunbathing: [198, 1433, 269, 1452]
- toc-entry-page-number: 68: [1811, 480, 1828, 499]
- toc-entry-page-number: 67: [1828, 366, 1845, 385]
- toc-entry-page-number: 74: [1690, 1387, 1707, 1406]
- toc-entry-page-number: 68: [1948, 593, 1965, 612]
- toc-entry-page-number: 72: [1694, 1184, 1711, 1203]
- toc-entry-title: Fire Safety: [198, 730, 266, 749]
- toc-entry-page-number: 69: [1712, 730, 1729, 749]
- toc-entry[interactable]: [158, 932, 1777, 955]
- toc-entry-title: Room Relocation: [198, 1319, 306, 1338]
- toc-entry[interactable]: [158, 864, 1776, 887]
- dot-leader: . . . . . . . . . . . . . . . . . . . . . . . . . . . . . . . . . . . . . . . . . . . . . . . . . . . . . . . . . . . . . . . . . . . . . . . . . . . . . . . . . . . . . . . . . . . . . . . . . . . . . . . . . . . . . . . . . . . . . . . . . . . . . . . . . . . . . . . . . . . . . . . . . . . . . . . . . . . . . . . . . . . . . . . . . . . . . . . . . . . . . . . . . . . . . . . . . . . . . . . .: [315, 1074, 1734, 1088]
- toc-entry[interactable]: [158, 184, 1810, 206]
- dot-leader: . . . . . . . . . . . . . . . . . . . . . . . . . . . . . . . . . . . . . . . . . . . . . . . . . . . . . . . . . . . . . . . . . . . . . . . . . . . . . . . . . . . . . . . . . . . . . . . . . . . . . . . . . . . . . . . . . . . . . . . . . . . . . . . . . . . . . . . . . . . . . . . . . . . . . . . . . . . . . . . . . . . . . . . . . . . . . . . . . . . . . . . . . . . . . . . . . . . . . . . .: [262, 552, 1682, 566]
- dot-leader: . . . . . . . . . . . . . . . . . . . . . . . . . . . . . . . . . . . . . . . . . . . . . . . . . . . . . . . . . . . . . . . . . . . . . . . . . . . . . . . . . . . . . . . . . . . . . . . . . . . . . . . . . . . . . . . . . . . . . . . . . . . . . . . . . . . . . . . . . . . . . . . . . . . . . . . . . . . . . . . . . . . . . . . . . . . . . . . . . . . . . . . . . . . . . . . . . . . . . . . .: [346, 212, 1767, 226]
- toc-entry-page-number: 69: [1722, 752, 1739, 771]
- toc-entry-page-number: 68: [1918, 571, 1935, 590]
- toc-entry-page-number: 74: [1670, 1456, 1687, 1475]
- toc-entry-title: Laundry Facilities: [198, 934, 307, 953]
- toc-entry-page-number: 66: [1779, 208, 1796, 227]
- dot-leader: . . . . . . . . . . . . . . . . . . . . . . . . . . . . . . . . . . . . . . . . . . . . . . . . . . . . . . . . . . . . . . . . . . . . . . . . . . . . . . . . . . . . . . . . . . . . . . . . . . . . . . . . . . . . . . . . . . . . . . . . . . . . . . . . . . . . . . . . . . . . . . . . . . . . . . . . . . . . . . . . . . . . . . . . . . . . . . . . . . . . . . . . . . . . . . . . . . . . . . . .: [275, 961, 1694, 975]
- toc-section-heading[interactable]: [158, 159, 2152, 184]
- toc-entry[interactable]: [158, 1137, 1757, 1159]
- toc-entry[interactable]: [158, 1409, 1776, 1431]
- toc-entry-title: Lock Outs: [198, 957, 261, 976]
- toc-entry-page-number: 69: [1774, 820, 1791, 839]
- toc-entry[interactable]: [158, 637, 1844, 660]
- toc-entry-page-number: 68: [1876, 503, 1893, 522]
- toc-entry[interactable]: [158, 274, 1825, 297]
- toc-entry-title: Furniture: [198, 797, 254, 816]
